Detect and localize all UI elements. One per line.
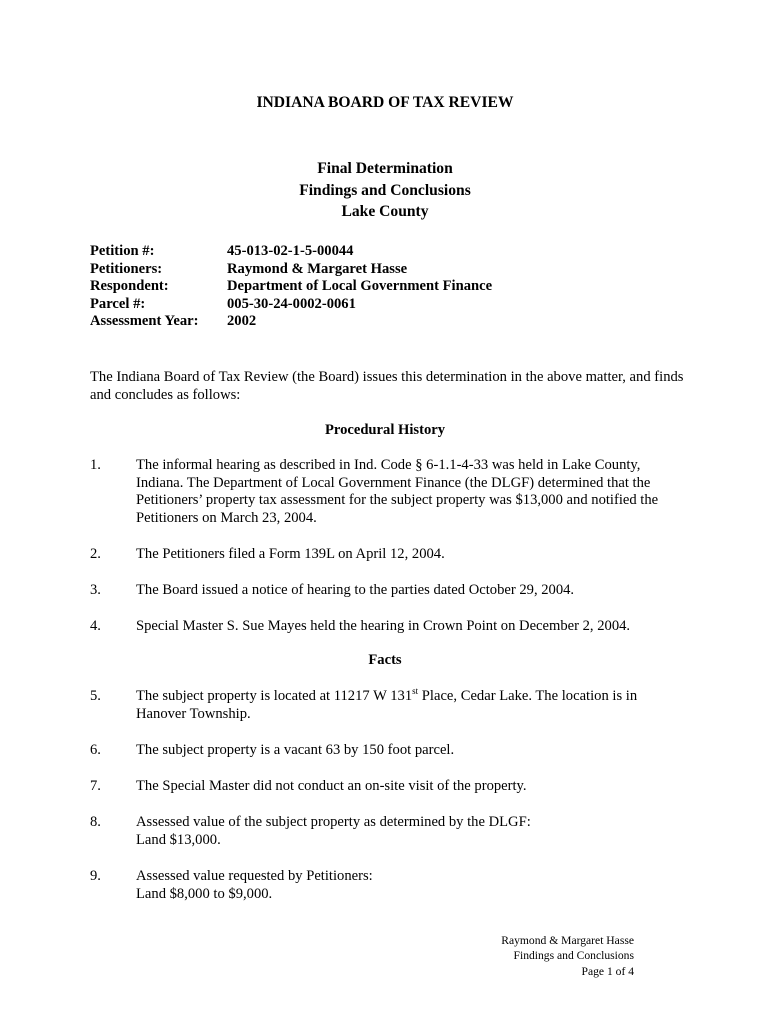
respondent-label: Respondent:: [90, 278, 169, 295]
item-number: 4.: [90, 618, 101, 634]
procedural-history-heading: Procedural History: [324, 422, 446, 438]
item-text: [136, 814, 690, 849]
item-number: 9.: [90, 868, 101, 884]
petitioners-value: Raymond & Margaret Hasse: [227, 260, 408, 277]
list-item: [90, 618, 690, 636]
board-title: INDIANA BOARD OF TAX REVIEW: [256, 94, 514, 111]
facts-heading: Facts: [368, 652, 402, 668]
item-line: Assessed value requested by Petitioners:: [136, 868, 373, 884]
item-text: The informal hearing as described in Ind. Code § 6-1.1-4-33 was held in Lake County, Indiana. The Department of Local Government Finance (the DLGF) determined that the Petitioners’ property tax assessment for the subject property was $13,000 and notified the Petitioners on March 23, 2004.: [136, 457, 659, 526]
case-info-row-assessment-year: [90, 313, 492, 331]
parcel-number: 005-30-24-0002-0061: [227, 295, 356, 312]
item-text: The subject property is a vacant 63 by 150 foot parcel.: [136, 742, 455, 758]
item-number: 5.: [90, 688, 101, 704]
case-info-block: [90, 243, 492, 331]
item-line: Land $13,000.: [136, 831, 221, 848]
petition-label: Petition #:: [90, 243, 155, 259]
item-text: The Board issued a notice of hearing to the parties dated October 29, 2004.: [136, 582, 575, 598]
assessment-year-value: 2002: [227, 313, 257, 330]
case-info-row-petitioners: [90, 261, 492, 279]
case-info-row-respondent: [90, 278, 492, 296]
list-item: [90, 457, 690, 527]
item-line: Land $8,000 to $9,000.: [136, 885, 273, 902]
footer-page-number: Page 1 of 4: [581, 964, 634, 978]
subtitle-line-final-determination: Final Determination: [317, 160, 453, 177]
case-info-row-petition: [90, 243, 492, 261]
item-text: The Special Master did not conduct an on-site visit of the property.: [136, 778, 527, 794]
list-item: [90, 778, 690, 796]
petition-number: 45-013-02-1-5-00044: [227, 243, 354, 259]
list-item: [90, 814, 690, 849]
case-info-row-parcel: [90, 296, 492, 314]
item-number: 3.: [90, 582, 101, 598]
item-number: 1.: [90, 457, 101, 473]
list-item: [90, 868, 690, 903]
ordinal-suffix: st: [412, 686, 419, 697]
page-footer: [501, 933, 634, 979]
list-item: [90, 582, 690, 600]
item-text-part: The subject property is located at 11217 W 131: [136, 688, 413, 704]
footer-petitioners: Raymond & Margaret Hasse: [501, 934, 634, 947]
determination-subtitle: [0, 158, 770, 223]
subtitle-line-county: Lake County: [341, 203, 429, 220]
item-number: 7.: [90, 778, 101, 794]
subtitle-line-findings: Findings and Conclusions: [299, 181, 471, 199]
item-text: Special Master S. Sue Mayes held the hearing in Crown Point on December 2, 2004.: [136, 618, 631, 634]
item-text: The Petitioners filed a Form 139L on April 12, 2004.: [136, 546, 445, 562]
list-item: [90, 546, 690, 564]
item-number: 8.: [90, 814, 101, 830]
list-item: [90, 688, 690, 723]
item-text: [136, 868, 690, 903]
item-text-part: Place, Cedar Lake. The location is in Hanover Township.: [136, 688, 638, 722]
list-item: [90, 742, 690, 760]
parcel-label: Parcel #:: [90, 295, 146, 312]
item-text: [136, 688, 690, 723]
intro-paragraph: The Indiana Board of Tax Review (the Board) issues this determination in the above matter, and finds and concludes as follows:: [90, 369, 684, 403]
item-line: Assessed value of the subject property as determined by the DLGF:: [136, 814, 531, 830]
footer-doc-title: Findings and Conclusions: [513, 949, 634, 963]
petitioners-label: Petitioners:: [90, 260, 163, 277]
respondent-value: Department of Local Government Finance: [227, 278, 493, 295]
assessment-year-label: Assessment Year:: [90, 313, 199, 330]
item-number: 6.: [90, 742, 101, 758]
item-number: 2.: [90, 546, 101, 562]
